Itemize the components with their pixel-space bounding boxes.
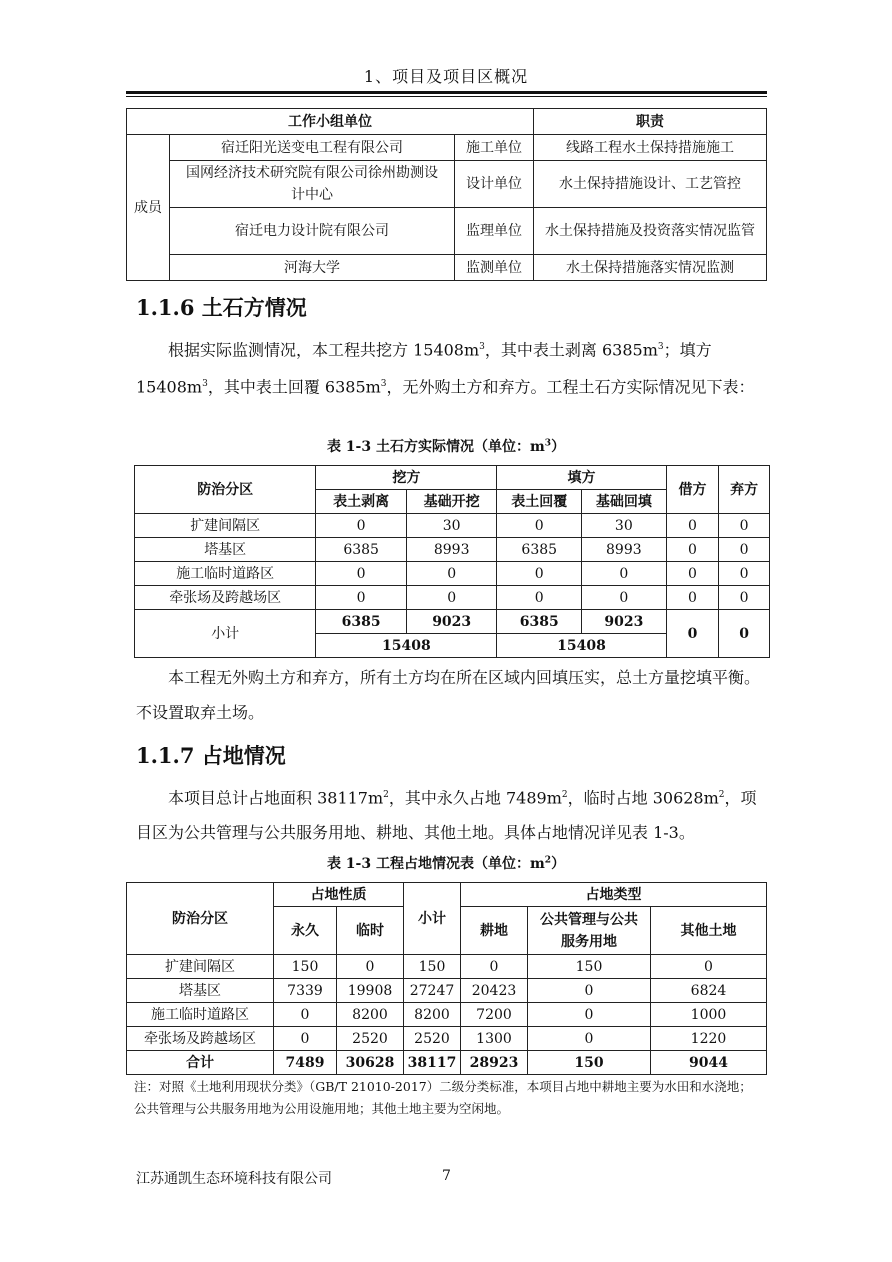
table-row: 牵张场及跨越场区 0 2520 2520 1300 0 1220 [127,1027,767,1051]
land-h-temp: 临时 [337,907,404,955]
team-group-label: 成员 [127,135,170,281]
team-org: 国网经济技术研究院有限公司徐州勘测设计中心 [170,161,455,208]
earth-h-waste: 弃方 [719,466,770,514]
header-rule-thick [126,91,767,94]
earth-h-cut: 挖方 [316,466,497,490]
land-table [126,882,767,1075]
section-heading-116: 1.1.6 土石方情况 [136,295,307,320]
team-role: 设计单位 [455,161,534,208]
footer-company: 江苏通凯生态环境科技有限公司 [136,1171,332,1187]
earth-h-found-cut: 基础开挖 [406,490,497,514]
land-h-public: 公共管理与公共服务用地 [528,907,651,955]
earth-h-cover: 表土回覆 [497,490,582,514]
land-h-farm: 耕地 [461,907,528,955]
team-org: 宿迁电力设计院有限公司 [170,208,455,255]
land-h-type: 占地类型 [461,883,767,907]
header-rule-thin [126,96,767,97]
earth-table [134,465,770,658]
land-h-perm: 永久 [274,907,337,955]
land-table-note: 注：对照《土地利用现状分类》（GB/T 21010-2017）二级分类标准，本项目占地中耕地主要为水田和水浇地；公共管理与公共服务用地为公用设施用地；其他土地主要为空闲地。 [134,1079,752,1116]
page-header-title: 1、项目及项目区概况 [363,67,529,86]
section-116-after-paragraph: 本工程无外购土方和弃方，所有土方均在所在区域内回填压实，总土方量挖填平衡。不设置取弃土场。 [136,668,761,722]
section-117-paragraph: 本项目总计占地面积 $38117m^2$，其中永久占地 $7489m^2$，临时占地 $30628m^2$，项目区为公共管理与公共服务用地、耕地、其他土地。具体占地情况详见表 1-3。 [136,788,757,843]
subtotal-row: 小计 6385 9023 6385 9023 0 0 [135,610,770,634]
earth-h-found-fill: 基础回填 [582,490,667,514]
team-table [126,108,767,281]
land-h-other: 其他土地 [651,907,767,955]
land-h-zone: 防治分区 [127,883,274,955]
earth-h-strip: 表土剥离 [316,490,407,514]
land-table-caption: 表 1-3 工程占地情况表（单位：$m^2$） [326,855,566,872]
team-duty: 水土保持措施设计、工艺管控 [534,161,767,208]
total-row: 合计 7489 30628 38117 28923 150 9044 [127,1051,767,1075]
section-116-paragraph: 根据实际监测情况，本工程共挖方 $15408m^3$，其中表土剥离 $6385m^3$；填方 $15408m^3$，其中表土回覆 $6385m^3$，无外购土方和弃方。工程土石方实际情况见下表： [136,340,755,397]
earth-h-borrow: 借方 [666,466,719,514]
team-duty: 线路工程水土保持措施施工 [534,135,767,161]
team-org: 宿迁阳光送变电工程有限公司 [170,135,455,161]
table-row: 扩建间隔区 150 0 150 0 150 0 [127,955,767,979]
table-row: 施工临时道路区 0 8200 8200 7200 0 1000 [127,1003,767,1027]
total-row: 15408 15408 [135,634,770,658]
team-role: 施工单位 [455,135,534,161]
section-heading-117: 1.1.7 占地情况 [136,743,286,768]
table-row: 施工临时道路区 0 0 0 0 0 0 [135,562,770,586]
page-number: 7 [442,1168,451,1184]
team-duty: 水土保持措施及投资落实情况监管 [534,208,767,255]
team-col-unit: 工作小组单位 [127,109,534,135]
team-role: 监测单位 [455,255,534,281]
table-row: 塔基区 7339 19908 27247 20423 0 6824 [127,979,767,1003]
team-role: 监理单位 [455,208,534,255]
land-h-sub: 小计 [404,883,461,955]
land-h-nature: 占地性质 [274,883,404,907]
earth-table-caption: 表 1-3 土石方实际情况（单位：$m^3$） [326,438,566,455]
table-row: 牵张场及跨越场区 0 0 0 0 0 0 [135,586,770,610]
team-org: 河海大学 [170,255,455,281]
earth-h-zone: 防治分区 [135,466,316,514]
table-row: 塔基区 6385 8993 6385 8993 0 0 [135,538,770,562]
team-duty: 水土保持措施落实情况监测 [534,255,767,281]
table-row: 扩建间隔区 0 30 0 30 0 0 [135,514,770,538]
team-col-duty: 职责 [534,109,767,135]
earth-h-fill: 填方 [497,466,666,490]
